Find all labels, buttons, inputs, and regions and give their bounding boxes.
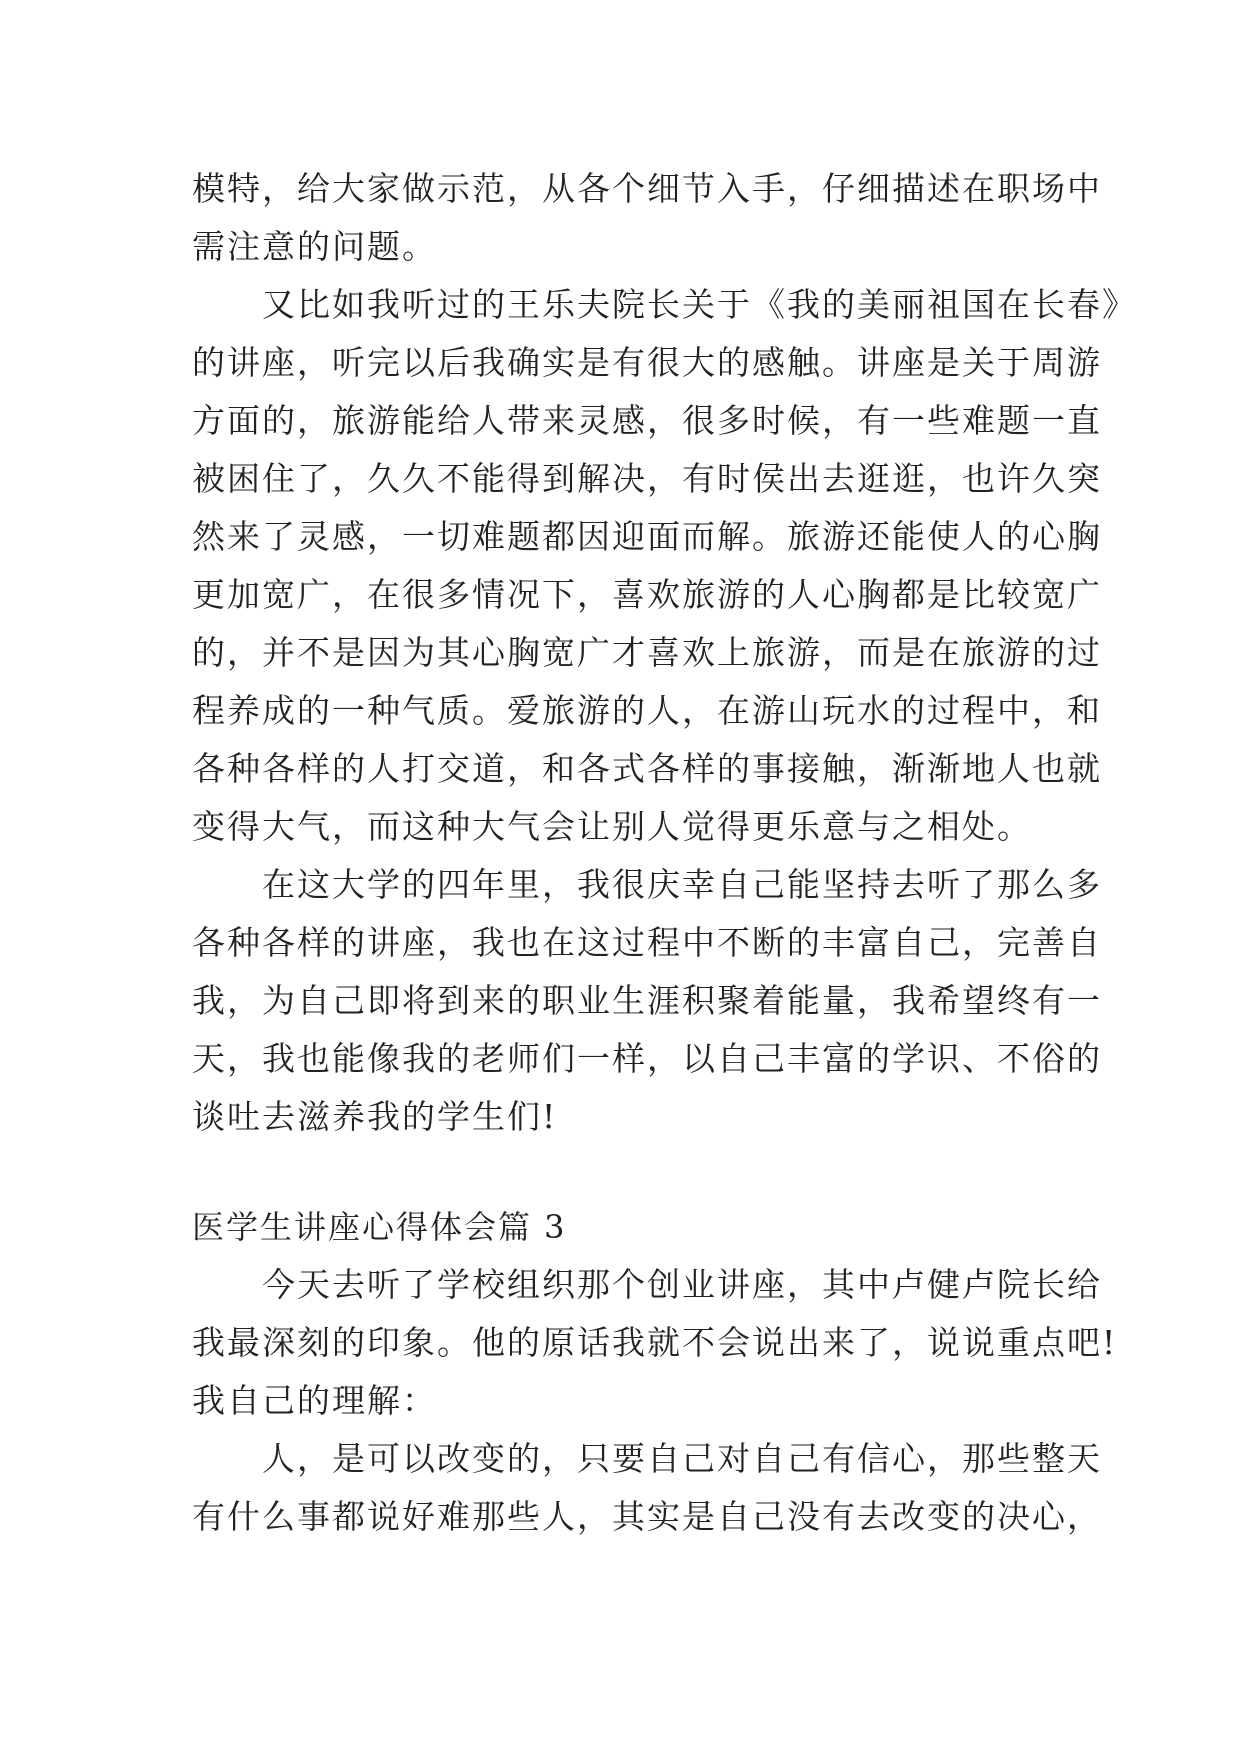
text-line: 然来了灵感，一切难题都因迎面而解。旅游还能使人的心胸 [192,517,1102,556]
paragraph-continuation [192,160,1102,276]
text-line: 各种各样的讲座，我也在这过程中不断的丰富自己，完善自 [192,923,1102,962]
text-line: 天，我也能像我的老师们一样，以自己丰富的学识、不俗的 [192,1039,1102,1078]
paragraph-travel-lecture [192,276,1137,856]
text-line: 我，为自己即将到来的职业生涯积聚着能量，我希望终有一 [192,981,1102,1020]
paragraph-four-years [192,856,1102,1146]
text-line: 人，是可以改变的，只要自己对自己有信心，那些整天 [192,1439,1102,1478]
text-line: 各种各样的人打交道，和各式各样的事接触，渐渐地人也就 [192,749,1102,788]
text-line: 有什么事都说好难那些人，其实是自己没有去改变的决心， [192,1497,1102,1536]
text-line: 的讲座，听完以后我确实是有很大的感触。讲座是关于周游 [192,343,1102,382]
text-line: 需注意的问题。 [192,227,437,266]
section-spacer [192,1146,1072,1198]
paragraph-change [192,1430,1102,1546]
section-title: 医学生讲座心得体会篇 3 [192,1208,567,1246]
document-body [192,160,1137,1546]
paragraph-entrepreneurship-lecture [192,1256,1118,1430]
text-line: 的，并不是因为其心胸宽广才喜欢上旅游，而是在旅游的过 [192,633,1102,672]
text-line: 变得大气，而这种大气会让别人觉得更乐意与之相处。 [192,807,1032,846]
text-line: 程养成的一种气质。爱旅游的人，在游山玩水的过程中，和 [192,691,1102,730]
text-line: 被困住了，久久不能得到解决，有时侯出去逛逛，也许久突 [192,459,1102,498]
text-line: 更加宽广，在很多情况下，喜欢旅游的人心胸都是比较宽广 [192,575,1102,614]
text-line: 我最深刻的印象。他的原话我就不会说出来了，说说重点吧! [192,1323,1118,1362]
text-line: 今天去听了学校组织那个创业讲座，其中卢健卢院长给 [192,1265,1102,1304]
text-line: 又比如我听过的王乐夫院长关于《我的美丽祖国在长春》 [192,285,1137,324]
text-line: 模特，给大家做示范，从各个细节入手，仔细描述在职场中 [192,169,1102,208]
text-line: 方面的，旅游能给人带来灵感，很多时候，有一些难题一直 [192,401,1102,440]
text-line: 在这大学的四年里，我很庆幸自己能坚持去听了那么多 [192,865,1102,904]
text-line: 我自己的理解： [192,1381,437,1420]
text-line: 谈吐去滋养我的学生们! [192,1097,558,1136]
